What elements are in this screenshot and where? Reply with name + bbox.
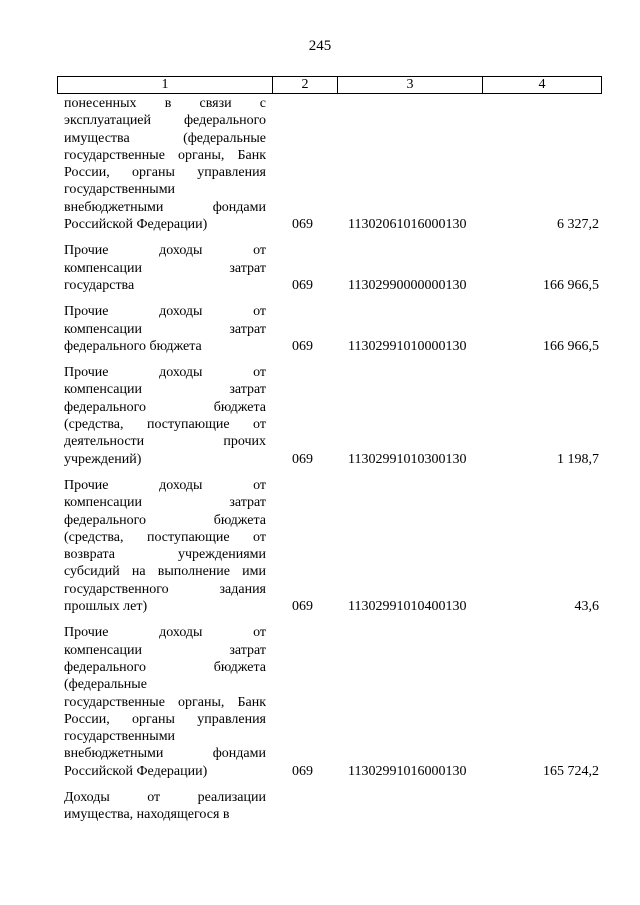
column-header-4: 4 [538,77,546,92]
table-row [0,477,640,615]
description-line: Российской Федерации) [64,217,208,233]
description-line: имущества (федеральные [64,130,266,146]
description-line: федерального бюджета [64,512,266,528]
description-line: понесенных в связи с [64,96,266,111]
description-line: учреждений) [64,451,142,467]
row-description [64,477,266,615]
row-amount: 1 198,7 [557,451,599,467]
column-header-2: 2 [273,77,338,93]
description-line: государственными [64,182,176,198]
row-kbk-code: 11302991010400130 [348,599,467,615]
column-header-1: 1 [58,77,273,93]
description-line: (средства, поступающие от [64,529,266,545]
description-line: компенсации затрат [64,382,266,398]
description-line: (федеральные [64,677,147,693]
row-kbk-code: 11302991010300130 [348,451,467,467]
description-line: государства [64,277,135,293]
page-number: 245 [308,38,332,54]
row-kbk-code: 11302990000000130 [348,277,467,293]
table-row [0,624,640,780]
row-amount: 6 327,2 [557,217,599,233]
description-line: возврата учреждениями [64,547,266,563]
description-line: деятельности прочих [64,434,266,450]
description-line: имущества, находящегося в [64,807,230,823]
row-description [64,95,266,233]
row-description [64,364,266,468]
row-kbk-code: 11302991016000130 [348,763,467,779]
table-row [0,789,640,824]
row-description [64,303,266,355]
description-line: (средства, поступающие от [64,417,266,433]
description-line: субсидий на выполнение ими [64,564,266,580]
description-line: эксплуатацией федерального [64,113,266,129]
row-code: 069 [292,277,313,293]
description-line: Прочие доходы от [64,365,266,381]
table-row [0,95,640,233]
row-description [64,242,266,294]
description-line: компенсации затрат [64,321,266,337]
row-code: 069 [292,217,313,233]
description-line: федерального бюджета [64,399,266,415]
description-line: Прочие доходы от [64,243,266,259]
description-line: государственные органы, Банк [64,694,266,710]
table-row [0,242,640,294]
table-row [0,303,640,355]
description-line: России, органы управления [64,711,266,727]
row-amount: 43,6 [574,599,599,615]
description-line: компенсации затрат [64,642,266,658]
column-header-3: 3 [338,77,483,93]
description-line: Доходы от реализации [64,790,266,806]
description-line: компенсации затрат [64,495,266,511]
row-description [64,789,266,824]
row-description [64,624,266,780]
description-line: государственными [64,729,176,745]
row-code: 069 [292,338,313,354]
row-kbk-code: 11302991010000130 [348,338,467,354]
description-line: федерального бюджета [64,338,202,354]
row-amount: 166 966,5 [543,277,599,293]
description-line: внебюджетными фондами [64,199,266,215]
description-line: компенсации затрат [64,260,266,276]
description-line: Российской Федерации) [64,763,208,779]
row-code: 069 [292,599,313,615]
row-amount: 166 966,5 [543,338,599,354]
row-code: 069 [292,763,313,779]
description-line: федерального бюджета [64,659,266,675]
description-line: Прочие доходы от [64,304,266,320]
description-line: Прочие доходы от [64,478,266,493]
row-code: 069 [292,451,313,467]
description-line: государственного задания [64,581,266,597]
description-line: прошлых лет) [64,599,148,615]
table-header-row [57,76,602,94]
description-line: России, органы управления [64,165,266,181]
row-kbk-code: 11302061016000130 [348,217,467,233]
row-amount: 165 724,2 [543,763,599,779]
description-line: государственные органы, Банк [64,147,266,163]
table-row [0,364,640,468]
description-line: внебюджетными фондами [64,746,266,762]
description-line: Прочие доходы от [64,625,266,641]
